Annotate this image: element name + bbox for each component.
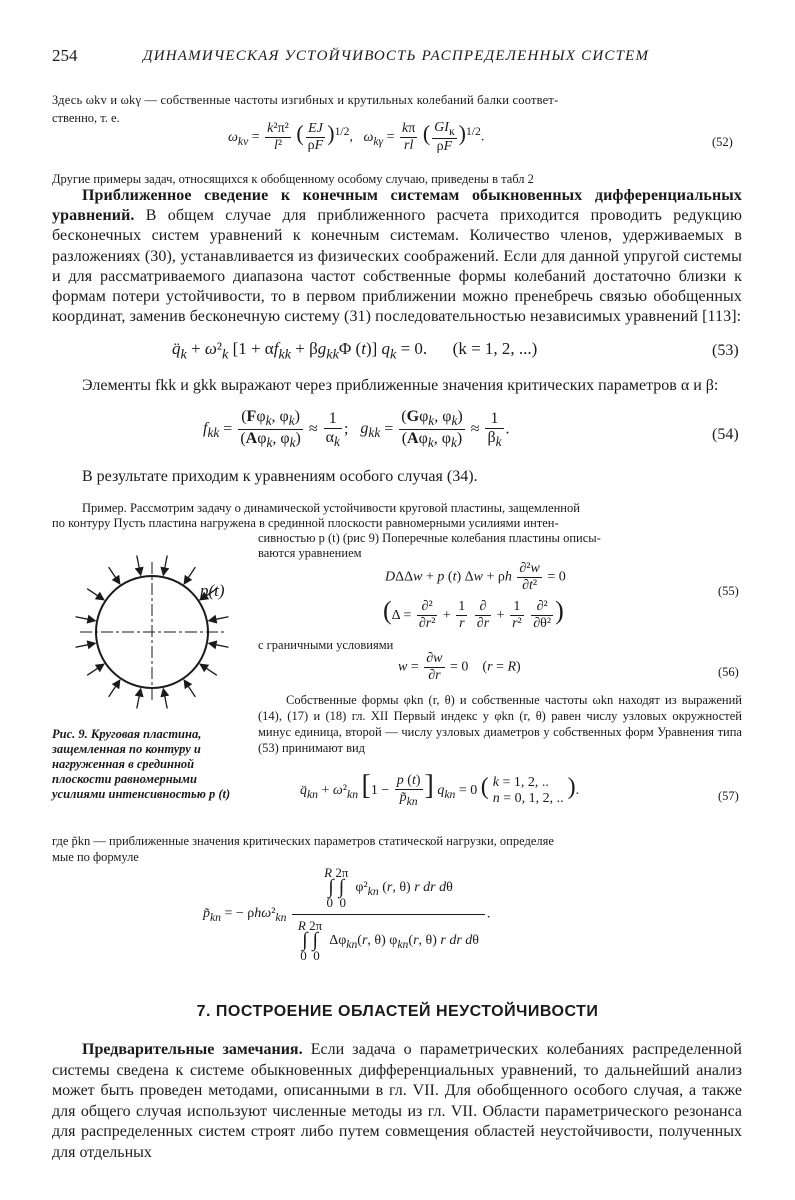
boundary-text: с граничными условиями <box>258 638 394 652</box>
result-line: В результате приходим к уравнениям особого случая (34). <box>82 468 478 485</box>
equation-54-label: (54) <box>712 426 739 443</box>
equation-pkn: $p̃_{kn}$ = − $\rho h\omega^2_{kn}$ R 2π ∫ ∫ 0 0 $\varphi^2_{kn}$ (r, θ) r dr dθ R 2π ∫ ∫ 0 0 $\Delta\varphi_{kn}(r$, θ) $\varphi_{kn}(r$, θ) r dr dθ . <box>203 865 491 963</box>
example-text-1: Рассмотрим задачу о динамической устойчивости круговой пластины, защемленной <box>129 501 580 515</box>
equation-52-label: (52) <box>712 135 733 149</box>
equation-57: $q̈_{kn} + \omega^2_{kn}$ [1 − $\frac{p (t)}{p̃_{kn}}$ ] $q_{kn} = 0$ ( k = 1, 2, .. n = 0, 1, 2, .. ). <box>300 770 580 809</box>
approx-text: В общем случае для приближенного расчета приходится проводить редукцию бесконечных систем уравнений к конечным системам. Количество членов, удерживаемых в разложениях (30), устанавливается из физических соображений. Если для данной упругой системы и для рассматриваемого диапазона частот собственные формы колебаний достаточно близки к формам потери устойчивости, то в первом приближении можно пренебречь связью обобщенных координат, заменив бесконечную систему (31) последовательностью независимых уравнений [113]: <box>52 207 742 326</box>
equation-56-label: (56) <box>718 665 739 679</box>
elements-paragraph: Элементы fkk и gkk выражают через приближенные значения критических параметров α и β: <box>82 377 719 394</box>
equation-54: $f_{kk}$ = $\frac{(F\varphi_k, \varphi_k)}{(A\varphi_k, \varphi_k)}$ ≈ $\frac{1}{\alpha_k}$ ; $g_{kk}$ = $\frac{(G\varphi_k, \varphi_k)}{(A\varphi_k, \varphi_k)}$ ≈ $\frac{1}{\beta_k}$ . <box>203 408 510 451</box>
load-arrow <box>109 567 120 584</box>
equation-55-label: (55) <box>718 584 739 598</box>
load-arrow <box>87 589 104 600</box>
example-lead: Пример. <box>82 501 127 515</box>
load-arrow <box>163 689 167 709</box>
example-line-4: ваются уравнением <box>258 546 362 560</box>
final-lead: Предварительные замечания. <box>82 1041 303 1058</box>
intro-line-1: Здесь ωkv и ωkγ — собственные частоты изгибных и крутильных колебаний балки соответ- <box>52 93 559 107</box>
final-text: Если задача о параметрических колебаниях распределенной системы сведена к системе обыкновенных дифференциальных уравнений, то дальнейший анализ может быть проведен методами, описанными в гл. VII. Для обобщенного особого случая, а также для общего случая используют численные методы из гл. VII. Области параметрического резонанса для распределенных систем строят либо путем совмещения областей неустойчивости, полученных для отдельных <box>52 1041 742 1161</box>
equation-53-range: (k = 1, 2, ...) <box>452 339 538 358</box>
forms-paragraph: Собственные формы φkn (r, θ) и собственные частоты ωkn находят из выражений (14), (17) и (18) гл. XII Первый индекс у φkn (r, θ) равен числу узловых окружностей минус единица, второй — числу узловых диаметров у собственных форм Уравнения типа (53) принимают вид <box>258 693 742 755</box>
load-arrow <box>163 555 167 575</box>
load-arrow <box>209 643 229 647</box>
equation-55: DΔΔw + p (t) Δw + ρh $\frac{\text{∂²w}}{\text{∂t²}}$ = 0 <box>385 561 566 593</box>
equation-52: $\omega_{kv}$ = $\frac{\text{k²π²}}{\text{l²}}$ ( $\frac{EJ}{\rho F}$ )$^{1/2}$, $\omega_{k\gamma}$ = $\frac{k\pi}{rl}$ ( $\frac{GI_к}{\rho F}$ )$^{1/2}$. <box>228 120 485 154</box>
intro-line-2: ственно, т. е. <box>52 111 120 125</box>
example-line-3: сивностью p (t) (рис 9) Поперечные колебания пластины описы- <box>258 531 601 545</box>
load-arrow <box>137 689 141 709</box>
final-paragraph <box>52 1040 742 1163</box>
example-line-2: по контуру Пусть пластина нагружена в срединной плоскости равномерными усилиями интен- <box>52 516 559 530</box>
figure-caption: Рис. 9. Круговая пластина, защемленная по контуру и нагруженная в срединной плоскости равномерными усилиями интенсивностью p (t) <box>52 727 231 801</box>
where-line-2: мые по формуле <box>52 850 139 864</box>
page-number: 254 <box>52 46 78 65</box>
equation-57-label: (57) <box>718 789 739 803</box>
section-title: 7. ПОСТРОЕНИЕ ОБЛАСТЕЙ НЕУСТОЙЧИВОСТИ <box>196 1003 599 1020</box>
load-arrow <box>200 664 217 675</box>
figure-9 <box>52 548 252 720</box>
load-arrow <box>137 555 141 575</box>
equation-53-label: (53) <box>712 342 739 359</box>
load-arrow <box>209 617 229 621</box>
load-arrow <box>184 680 195 697</box>
load-arrow <box>184 567 195 584</box>
load-arrow <box>109 680 120 697</box>
load-arrow <box>75 617 95 621</box>
load-arrow <box>75 643 95 647</box>
approx-lead: Приближенное сведение к конечным системам обыкновенных дифференциальных уравнений. <box>52 187 742 225</box>
equation-55b: (Δ = $\frac{\text{∂²}}{\text{∂r²}}$ + $\frac{1}{r}$ $\frac{\partial}{\partial r}$ + $\frac{1}{\text{r²}}$ $\frac{\text{∂²}}{\text{∂θ²}}$ ) <box>383 596 564 632</box>
approx-paragraph <box>52 186 742 327</box>
figure-label-pt: p(t) <box>200 581 225 600</box>
load-arrow <box>87 664 104 675</box>
equation-53: $q̈_k + \omega^2_k$ [$1 + \alpha f_{kk} + \beta g_{kk}\Phi$ (t)] $q_k = 0$. (k = 1, 2, ...) <box>172 339 538 363</box>
running-title: ДИНАМИЧЕСКАЯ УСТОЙЧИВОСТЬ РАСПРЕДЕЛЕННЫХ СИСТЕМ <box>143 48 650 64</box>
other-examples: Другие примеры задач, относящихся к обобщенному особому случаю, приведены в табл 2 <box>52 172 534 186</box>
where-line-1: где p̃kn — приближенные значения критических параметров статической нагрузки, определяе <box>52 834 554 848</box>
equation-56: w = $\frac{\partial w}{\partial r}$ = 0 (r = R) <box>398 651 521 683</box>
